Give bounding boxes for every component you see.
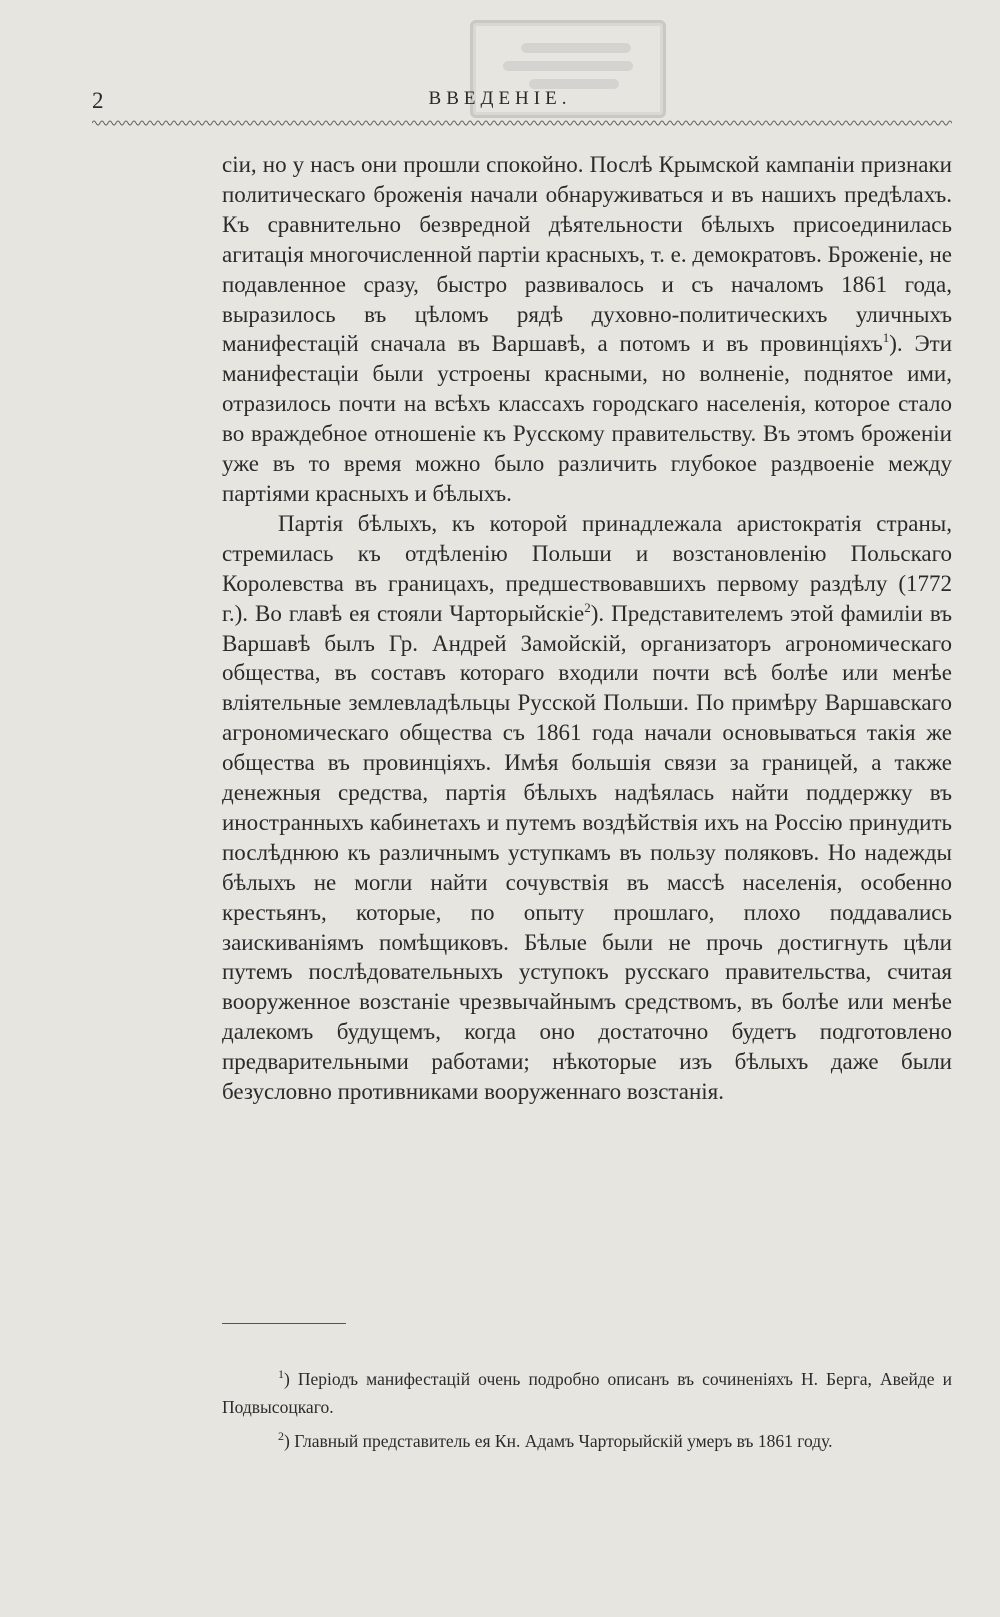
paragraph-text: сіи, но у насъ они прошли спокойно. Послѣ Крымской кампаніи признаки политическаго броженія начали обнаруживаться и въ нашихъ предѣлахъ. Къ сравнительно безвредной дѣятельности бѣлыхъ присоединилась агитація многочисленной партіи красныхъ, т. е. демократовъ. Броженіе, не подавленное сразу, быстро развивалось и съ началомъ 1861 года, выразилось въ цѣломъ рядѣ духовно-политическихъ уличныхъ манифестацій сначала въ Варшавѣ, а потомъ и въ провинціяхъ xyxy=(222,152,952,357)
footnote-rule xyxy=(222,1323,346,1324)
running-title: ВВЕДЕНІЕ. xyxy=(428,88,572,109)
footnote-1 xyxy=(222,1365,952,1421)
footnote-marker: 2 xyxy=(278,1429,284,1443)
paragraph-text: Партія бѣлыхъ, къ которой принадлежала аристократія страны, стремилась къ отдѣленію Польши и возстановленію Польскаго Королевства въ границахъ, предшествовавшихъ первому раздѣлу (1772 г.). Во главѣ ея стояли Чарторыйскіе xyxy=(222,510,952,626)
footnote-2 xyxy=(222,1427,952,1455)
footnote-ref: 2 xyxy=(584,599,591,615)
paragraph-2 xyxy=(222,509,952,1107)
page-number: 2 xyxy=(92,88,104,113)
wavy-rule-divider xyxy=(92,118,952,128)
footnote-marker: 1 xyxy=(278,1367,284,1381)
paragraph-text: ). Эти манифестаціи были устроены красными, но волненіе, поднятое ими, отразилось почти на всѣхъ классахъ городскаго населенія, которое стало во враждебное отношеніе къ Русскому правительству. Въ этомъ броженіи уже въ то время можно было различить глубокое раздвоеніе между партіями красныхъ и бѣлыхъ. xyxy=(222,331,953,506)
footnote-text: ) Періодъ манифестацій очень подробно описанъ въ сочиненіяхъ Н. Берга, Авейде и Подвысоцкаго. xyxy=(222,1369,952,1417)
paragraph-1 xyxy=(222,150,952,509)
footnote-text: ) Главный представитель ея Кн. Адамъ Чарторыйскій умеръ въ 1861 году. xyxy=(284,1431,833,1451)
footnote-ref: 1 xyxy=(882,330,890,346)
main-text xyxy=(222,150,952,1107)
paragraph-text: ). Представителемъ этой фамиліи въ Варшавѣ былъ Гр. Андрей Замойскій, организаторъ агрономическаго общества, въ составъ котораго входили почти всѣ болѣе или менѣе вліятельные землевладѣльцы Русской Польши. По примѣру Варшавскаго агрономическаго общества съ 1861 года начали основываться такія же общества въ провинціяхъ. Имѣя большія связи за границей, а также денежныя средства, партія бѣлыхъ надѣялась найти поддержку въ иностранныхъ кабинетахъ и путемъ воздѣйствія ихъ на Россію принудить послѣднюю къ различнымъ уступкамъ въ пользу поляковъ. Но надежды бѣлыхъ не могли найти сочувствія въ массѣ населенія, особенно крестьянъ, которые, по опыту прошлаго, плохо поддавались заискиваніямъ помѣщиковъ. Бѣлые были не прочь достигнуть цѣли путемъ послѣдовательныхъ уступокъ русскаго правительства, считая вооруженное возстаніе чрезвычайнымъ средствомъ, въ болѣе или менѣе далекомъ будущемъ, когда оно достаточно будетъ подготовлено предварительными работами; нѣкоторые изъ бѣлыхъ даже были безусловно противниками вооруженнаго возстанія. xyxy=(222,600,952,1105)
footnotes xyxy=(222,1365,952,1461)
page-header xyxy=(0,0,1000,140)
